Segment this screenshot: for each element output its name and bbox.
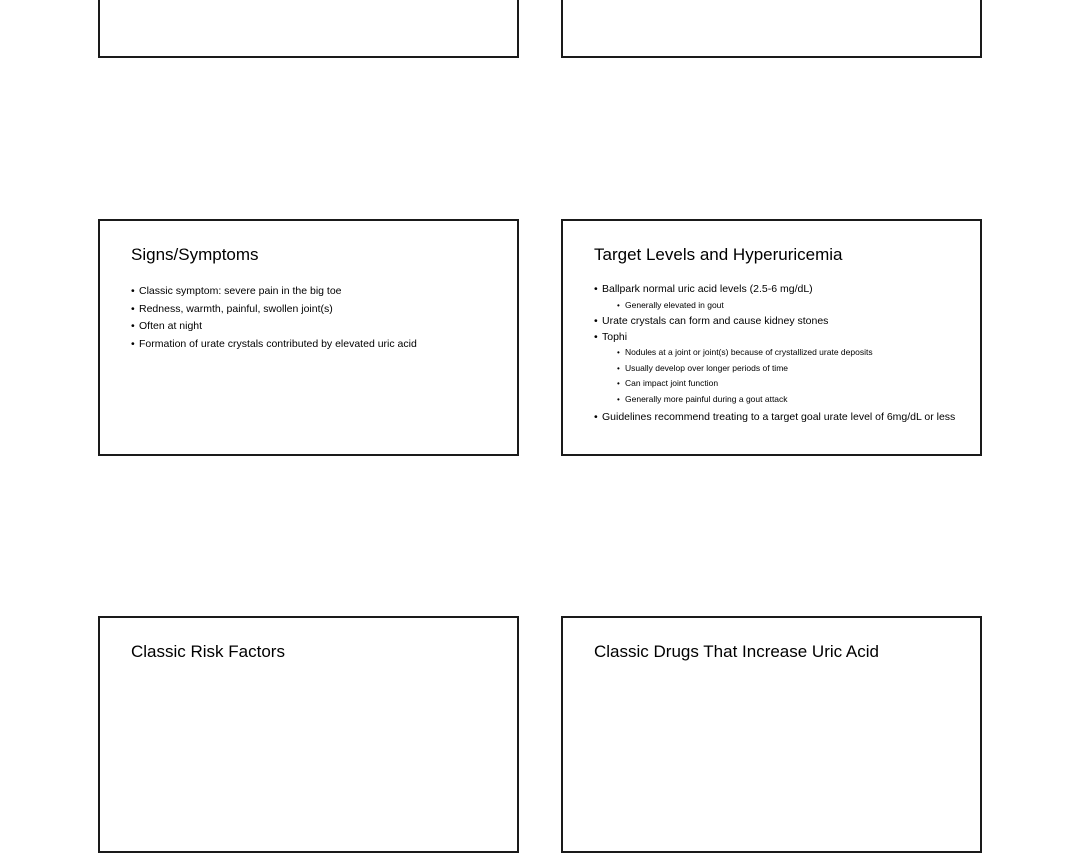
slide-2 (561, 0, 982, 58)
slide-title: Classic Drugs That Increase Uric Acid (594, 642, 880, 661)
bullet-text: Guidelines recommend treating to a target goal urate level of 6mg/dL or less (602, 411, 956, 423)
sub-bullet-list (602, 298, 958, 315)
sub-bullet-item: • Generally elevated in gout (617, 298, 958, 314)
bullet-text: Tophi (602, 330, 628, 343)
bullet-item (594, 330, 958, 409)
bullet-list (594, 282, 958, 429)
slide-title: Classic Risk Factors (131, 642, 285, 661)
bullet-item: • Often at night (131, 318, 495, 336)
bullet-item (594, 408, 958, 429)
bullet-text: Ballpark normal uric acid levels (2.5-6 mg/dL) (602, 283, 813, 295)
slide-drugs-uric-acid (561, 616, 982, 853)
sub-bullet-item: • Nodules at a joint or joint(s) because of crystallized urate deposits (617, 345, 958, 361)
sub-bullet-item: • Usually develop over longer periods of time (617, 361, 958, 377)
slide-title: Signs/Symptoms (131, 245, 259, 264)
sub-bullet-list (602, 345, 958, 408)
bullet-text: Urate crystals can form and cause kidney stones (602, 315, 829, 327)
slide-title: Target Levels and Hyperuricemia (594, 245, 843, 264)
bullet-item (594, 282, 958, 314)
bullet-item (594, 314, 958, 330)
bullet-list (131, 283, 495, 353)
slide-1 (98, 0, 519, 58)
sub-bullet-item: • Generally more painful during a gout attack (617, 392, 958, 408)
bullet-item: • Formation of urate crystals contributed by elevated uric acid (131, 336, 495, 354)
slide-risk-factors (98, 616, 519, 853)
sub-bullet-item: • Can impact joint function (617, 376, 958, 392)
slide-signs-symptoms (98, 219, 519, 456)
slide-target-levels (561, 219, 982, 456)
bullet-item: • Classic symptom: severe pain in the big toe (131, 283, 495, 301)
bullet-item: • Redness, warmth, painful, swollen joint(s) (131, 301, 495, 319)
